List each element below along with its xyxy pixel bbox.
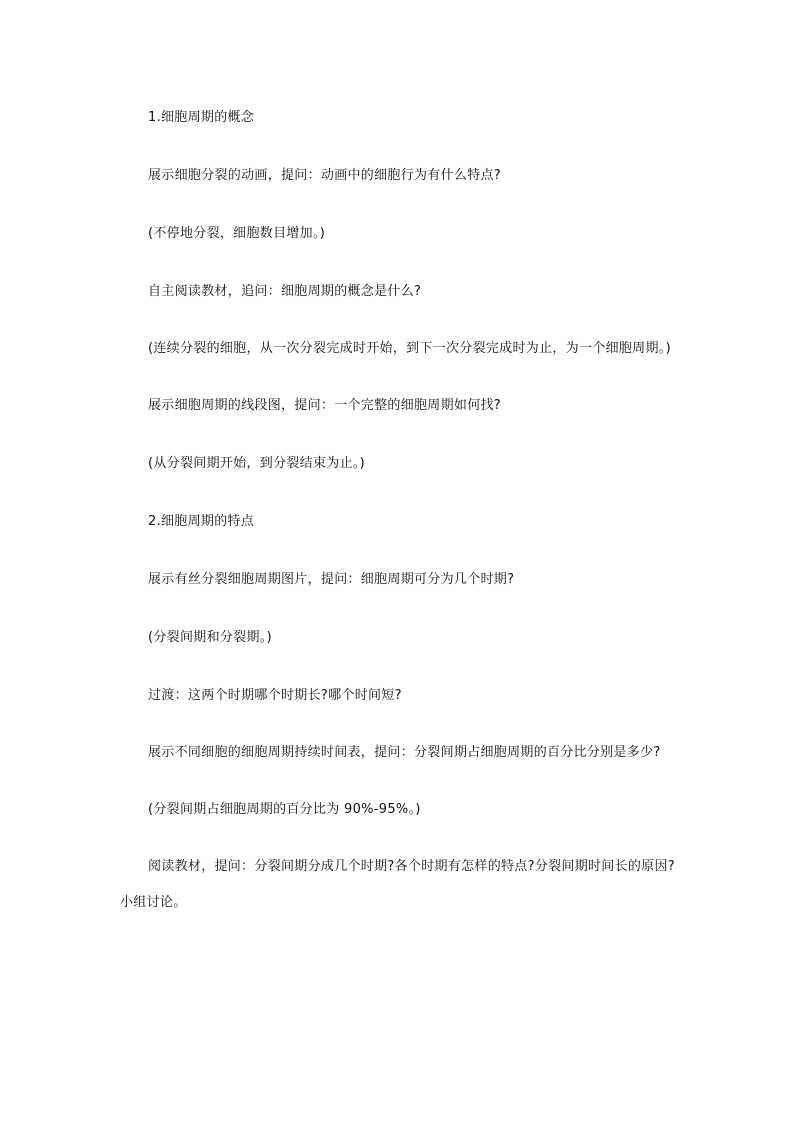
document-body <box>120 106 676 948</box>
paragraph-question-concept: 自主阅读教材，追问：细胞周期的概念是什么? <box>148 284 422 299</box>
paragraph-question-phases: 展示有丝分裂细胞周期图片，提问：细胞周期可分为几个时期? <box>148 572 515 587</box>
paragraph-answer-percentage: (分裂间期占细胞周期的百分比为 90%-95%。) <box>148 802 421 817</box>
paragraph-answer-phases: (分裂间期和分裂期。) <box>148 630 272 645</box>
paragraph-question-interphase: 阅读教材，提问：分裂间期分成几个时期?各个时期有怎样的特点?分裂间期时间长的原因?小组讨论。 <box>120 859 675 910</box>
paragraph-question-animation: 展示细胞分裂的动画，提问：动画中的细胞行为有什么特点? <box>148 168 501 183</box>
section-heading-cell-cycle-features: 2.细胞周期的特点 <box>148 514 255 529</box>
paragraph-question-line-diagram: 展示细胞周期的线段图，提问：一个完整的细胞周期如何找? <box>148 398 501 413</box>
paragraph-answer-division: (不停地分裂，细胞数目增加。) <box>148 226 326 241</box>
paragraph-answer-line-diagram: (从分裂间期开始，到分裂结束为止。) <box>148 456 366 471</box>
paragraph-answer-concept: (连续分裂的细胞，从一次分裂完成时开始，到下一次分裂完成时为止，为一个细胞周期。) <box>148 341 671 356</box>
paragraph-question-duration-table: 展示不同细胞的细胞周期持续时间表，提问：分裂间期占细胞周期的百分比分别是多少? <box>148 745 661 760</box>
paragraph-transition: 过渡：这两个时期哪个时期长?哪个时间短? <box>148 688 402 703</box>
section-heading-cell-cycle-concept: 1.细胞周期的概念 <box>148 110 255 125</box>
